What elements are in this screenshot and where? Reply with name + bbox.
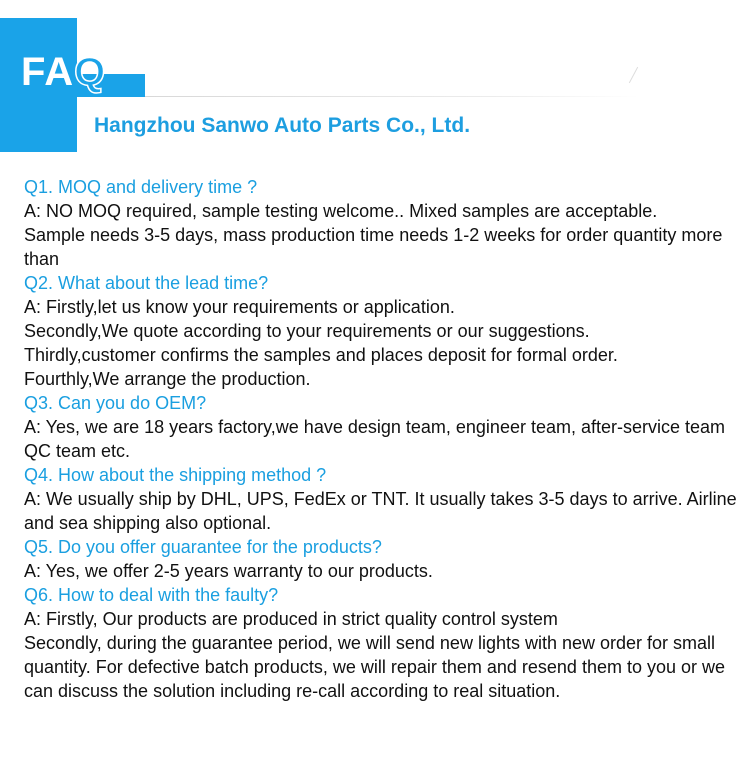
faq-question: Q4. How about the shipping method ? — [24, 465, 327, 485]
faq-answer: A: Firstly, Our products are produced in strict quality control system — [24, 609, 558, 629]
faq-answer: Sample needs 3-5 days, mass production time needs 1-2 weeks for order quantity more than — [24, 225, 723, 269]
faq-answer: A: Yes, we are 18 years factory,we have design team, engineer team, after-service team QC team etc. — [24, 417, 726, 461]
faq-logo-fa: FA — [21, 50, 75, 94]
faq-question: Q5. Do you offer guarantee for the products? — [24, 537, 382, 557]
faq-question: Q3. Can you do OEM? — [24, 393, 207, 413]
faq-answer: Thirdly,customer confirms the samples and places deposit for formal order. — [24, 345, 618, 365]
faq-answer: A: NO MOQ required, sample testing welcome.. Mixed samples are acceptable. — [24, 201, 658, 221]
faq-answer: A: Firstly,let us know your requirements or application. — [24, 297, 455, 317]
faq-item-q6 — [24, 583, 740, 703]
faq-logo — [21, 48, 106, 96]
faq-item-q2 — [24, 271, 740, 391]
faq-item-q4 — [24, 463, 740, 535]
faq-answer: Secondly, during the guarantee period, we will send new lights with new order for small quantity. For defective batch products, we will repair them and resend them to you or we can discuss the solution including re-call according to real situation. — [24, 633, 726, 701]
faq-answer: Secondly,We quote according to your requirements or our suggestions. — [24, 321, 590, 341]
faq-question: Q6. How to deal with the faulty? — [24, 585, 279, 605]
faq-answer: Fourthly,We arrange the production. — [24, 369, 311, 389]
faq-answer: A: Yes, we offer 2-5 years warranty to our products. — [24, 561, 433, 581]
header-divider — [145, 96, 640, 97]
faq-question: Q1. MOQ and delivery time ? — [24, 177, 258, 197]
faq-item-q1 — [24, 175, 740, 271]
company-name: Hangzhou Sanwo Auto Parts Co., Ltd. — [94, 114, 471, 137]
faq-question: Q2. What about the lead time? — [24, 273, 269, 293]
faq-header — [0, 0, 750, 152]
faq-item-q5 — [24, 535, 740, 583]
faq-item-q3 — [24, 391, 740, 463]
header-divider-slash — [629, 67, 638, 83]
faq-list — [24, 175, 740, 703]
faq-logo-q: Q — [74, 50, 107, 94]
faq-answer: A: We usually ship by DHL, UPS, FedEx or TNT. It usually takes 3-5 days to arrive. Airline and sea shipping also optional. — [24, 489, 737, 533]
